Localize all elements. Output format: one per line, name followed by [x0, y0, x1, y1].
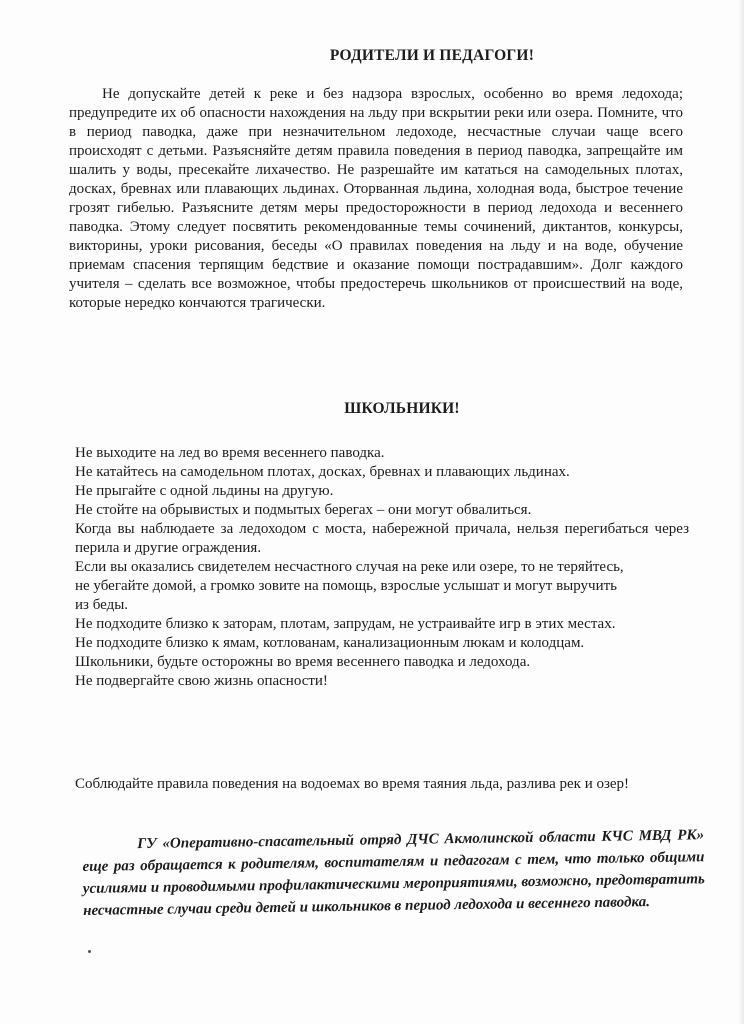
- student-rules-list: [75, 444, 689, 691]
- rule-item: не убегайте домой, а громко зовите на помощь, взрослые услышат и могут выручить: [75, 578, 618, 594]
- rule-item: из беды.: [75, 597, 129, 613]
- scan-speck: [88, 950, 91, 953]
- rule-item: Если вы оказались свидетелем несчастного случая на реке или озере, то не теряйтесь,: [75, 559, 624, 575]
- rule-item: Не выходите на лед во время весеннего паводка.: [75, 445, 385, 461]
- rule-item: Не прыгайте с одной льдины на другую.: [75, 483, 334, 499]
- rule-item: Школьники, будьте осторожны во время весеннего паводка и ледохода.: [75, 654, 531, 670]
- paragraph-parents-advice: Не допускайте детей к реке и без надзора взрослых, особенно во время ледохода; предупредите их об опасности нахождения на льду при вскрытии реки или озера. Помните, что в период паводка, даже при незначительном ледоходе, несчастные случаи чаще всего происходят с детьми. Разъясняйте детям правила поведения в период паводка, запрещайте им шалить у воды, пресекайте лихачество. Не разрешайте им кататься на самодельных плотах, досках, бревнах или плавающих льдинах. Оторванная льдина, холодная вода, быстрое течение грозят гибелью. Разъясните детям меры предосторожности в период ледохода и весеннего паводка. Этому следует посвятить рекомендованные темы сочинений, диктантов, конкурсы, викторины, уроки рисования, беседы «О правилах поведения на льду и на воде, обучение приемам спасения терпящим бедствие и оказание помощи пострадавшим». Долг каждого учителя – сделать все возможное, чтобы предостеречь школьников от происшествий на воде, которые нередко кончаются трагически.: [69, 86, 683, 311]
- page-edge-shadow: [738, 0, 744, 1024]
- heading-students: ШКОЛЬНИКИ!: [344, 400, 460, 417]
- rule-item: Не подвергайте свою жизнь опасности!: [75, 673, 328, 689]
- heading-parents-teachers: РОДИТЕЛИ И ПЕДАГОГИ!: [329, 47, 535, 64]
- rule-item: Не подходите близко к заторам, плотам, запрудам, не устраивайте игр в этих местах.: [75, 616, 616, 632]
- rule-item: Не стойте на обрывистых и подмытых берегах – они могут обвалиться.: [75, 502, 532, 518]
- paragraph-water-rules: Соблюдайте правила поведения на водоемах во время таяния льда, разлива рек и озер!: [75, 776, 630, 792]
- rule-item: Не катайтесь на самодельном плотах, досках, бревнах и плавающих льдинах.: [75, 464, 570, 480]
- paragraph-closing-appeal: ГУ «Оперативно-спасательный отряд ДЧС Акмолинской области КЧС МВД РК» еще раз обращается к родителям, воспитателям и педагогам с тем, что только общими усилиями и проводимыми профилактическими мероприятиями, возможно, предотвратить несчастные случаи среди детей и школьников в период ледохода и весеннего паводка.: [82, 827, 705, 919]
- rule-item: Не подходите близко к ямам, котлованам, канализационным люкам и колодцам.: [75, 635, 585, 651]
- rule-item: Когда вы наблюдаете за ледоходом с моста, набережной причала, нельзя перегибаться через перила и другие ограждения.: [75, 521, 689, 556]
